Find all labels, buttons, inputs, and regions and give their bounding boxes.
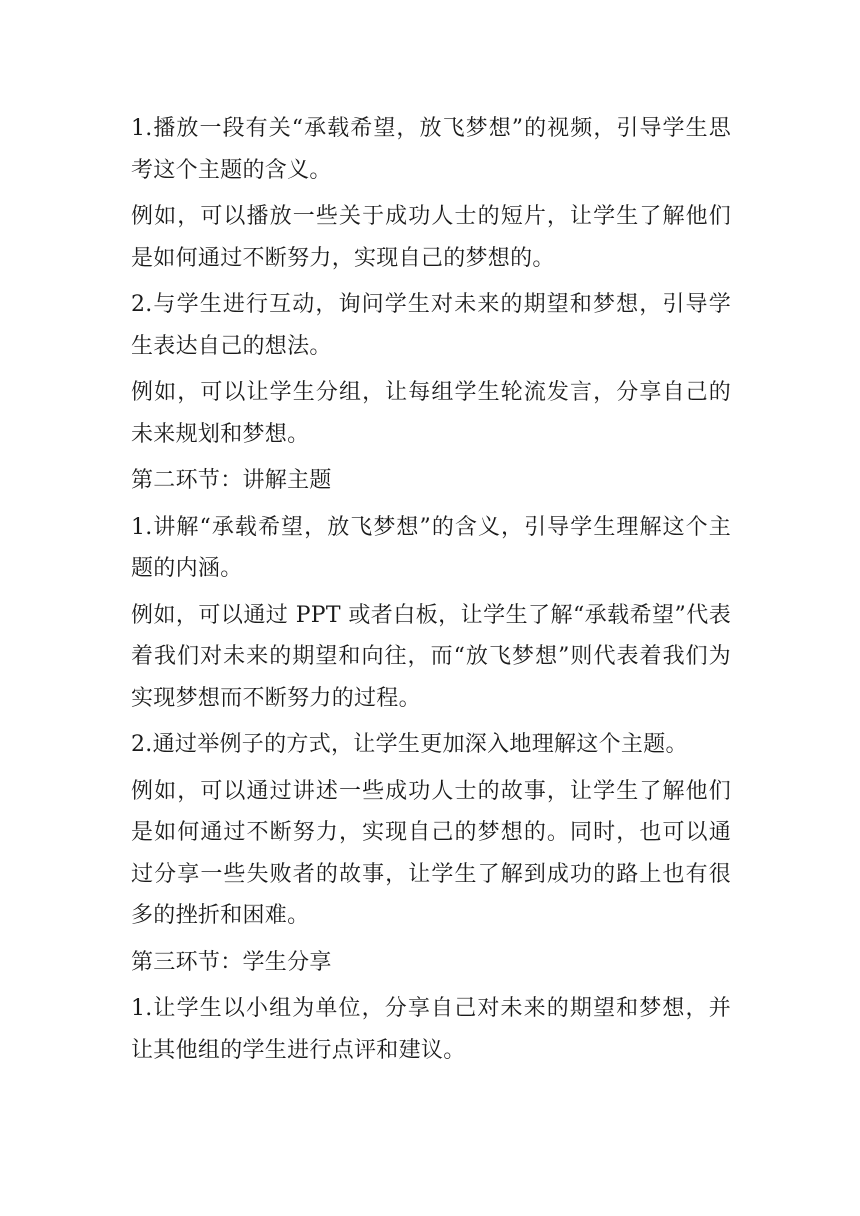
paragraph-step-2-interaction: 2.与学生进行互动，询问学生对未来的期望和梦想，引导学生表达自己的想法。 [131,292,731,359]
paragraph-example-stories: 例如，可以通过讲述一些成功人士的故事，让学生了解他们是如何通过不断努力，实现自己的梦想的。同时，也可以通过分享一些失败者的故事，让学生了解到成功的路上也有很多的挫折和困难。 [131,778,731,928]
paragraph-step-1-explain: 1.讲解“承载希望，放飞梦想”的含义，引导学生理解这个主题的内涵。 [131,514,731,581]
paragraph-example-grouping: 例如，可以让学生分组，让每组学生轮流发言，分享自己的未来规划和梦想。 [131,380,731,447]
section-heading-2: 第二环节：讲解主题 [131,468,332,493]
document-body [131,108,731,1076]
paragraph-example-ppt: 例如，可以通过 PPT 或者白板，让学生了解“承载希望”代表着我们对未来的期望和向往，而“放飞梦想”则代表着我们为实现梦想而不断努力的过程。 [131,602,731,711]
paragraph-example-video: 例如，可以播放一些关于成功人士的短片，让学生了解他们是如何通过不断努力，实现自己的梦想的。 [131,204,731,271]
section-heading-3: 第三环节：学生分享 [131,949,332,975]
paragraph-step-1-play-video: 1.播放一段有关“承载希望，放飞梦想”的视频，引导学生思考这个主题的含义。 [131,116,731,183]
paragraph-step-2-examples: 2.通过举例子的方式，让学生更加深入地理解这个主题。 [131,732,688,757]
paragraph-step-1-share: 1.让学生以小组为单位，分享自己对未来的期望和梦想，并让其他组的学生进行点评和建议。 [131,996,731,1063]
